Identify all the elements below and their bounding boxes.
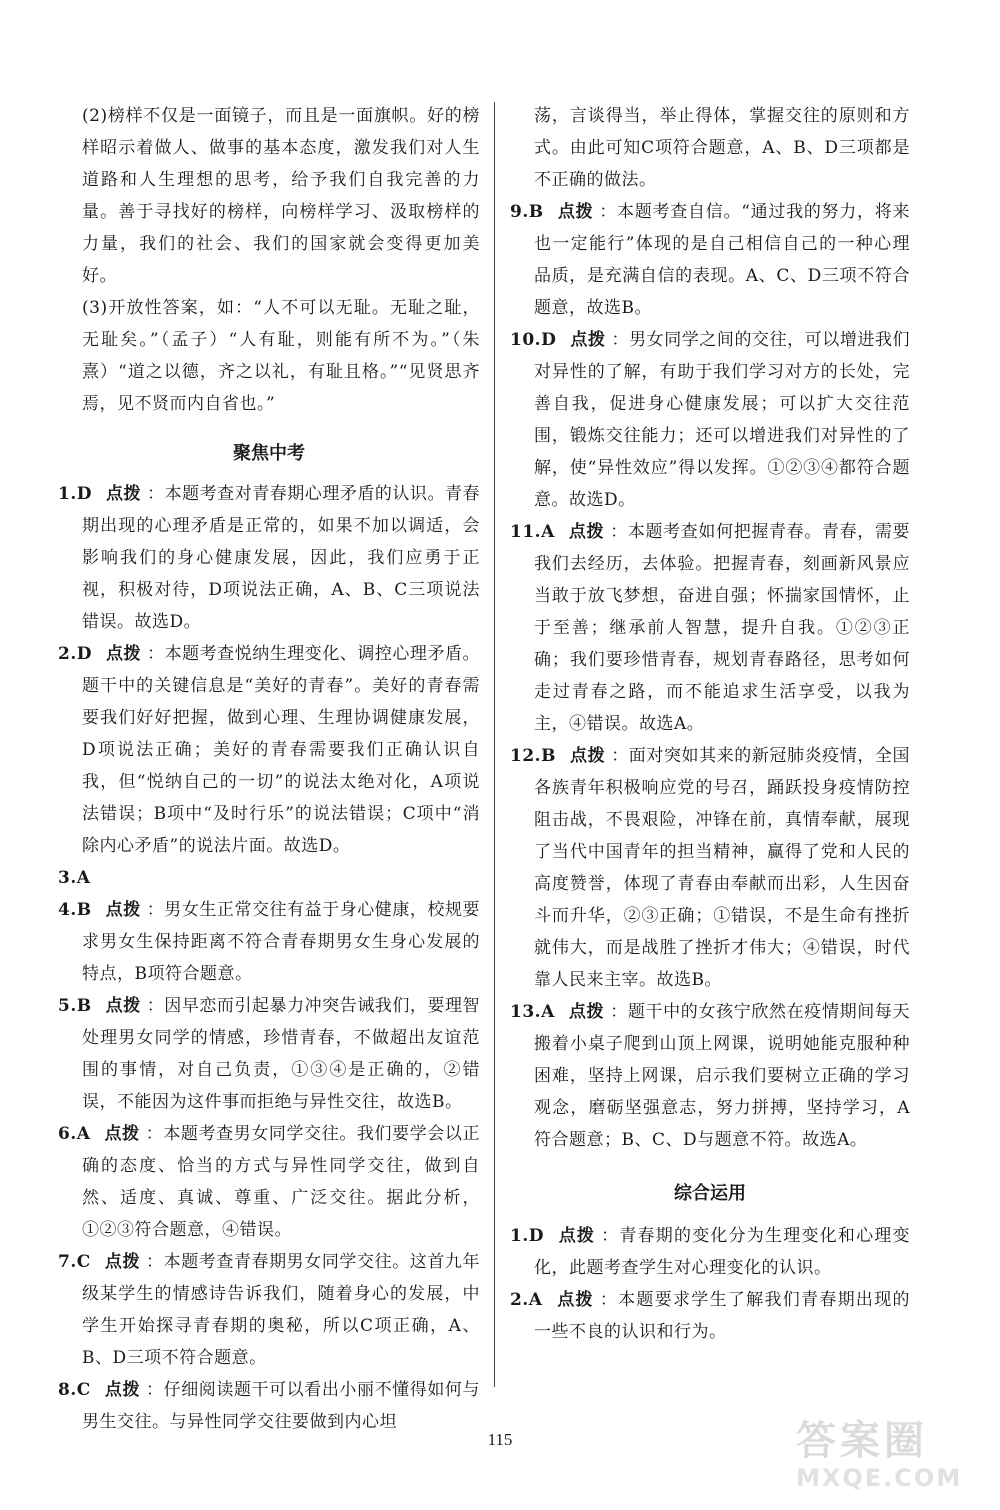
answer-item [58, 478, 480, 638]
answer-number: 2.D [58, 644, 92, 664]
answer-item [510, 196, 910, 324]
answer-item [58, 638, 480, 862]
answer-item [510, 740, 910, 996]
answer-text: ：面对突如其来的新冠肺炎疫情，全国各族青年积极响应党的号召，踊跃投身疫情防控阻击战，不畏艰险，冲锋在前，真情奉献，展现了当代中国青年的担当精神，赢得了党和人民的高度赞誉，体现了青春由奉献而出彩，人生因奋斗而升华，②③正确；①错误，不是生命有挫折就伟大，而是战胜了挫折才伟大；④错误，时代靠人民来主宰。故选B。 [534, 746, 911, 990]
answer-item [58, 990, 480, 1118]
answer-text: ：本题要求学生了解我们青春期出现的一些不良的认识和行为。 [534, 1290, 911, 1342]
answer-number: 3.A [58, 868, 91, 888]
intro-paragraph: (2)榜样不仅是一面镜子，而且是一面旗帜。好的榜样昭示着做人、做事的基本态度，激发我们对人生道路和人生理想的思考，给予我们自我完善的力量。善于寻找好的榜样，向榜样学习、汲取榜样的力量，我们的社会、我们的国家就会变得更加美好。 [82, 106, 480, 286]
hint-keyword: 点拨 [106, 484, 142, 504]
hint-keyword: 点拨 [104, 1252, 141, 1272]
answer-text: ：本题考查男女同学交往。我们要学会以正确的态度、恰当的方式与异性同学交往，做到自然、适度、真诚、尊重、广泛交往。据此分析，①②③符合题意，④错误。 [82, 1124, 481, 1240]
answer-item [58, 862, 480, 894]
answer-text: ：因早恋而引起暴力冲突告诫我们，要理智处理男女同学的情感，珍惜青春，不做超出友谊范围的事情，对自己负责，①③④是正确的，②错误，不能因为这件事而拒绝与异性交往，故选B。 [82, 996, 480, 1112]
section-title-comprehensive: 综合运用 [674, 1183, 746, 1204]
hint-keyword: 点拨 [568, 1002, 605, 1022]
answer-number: 1.D [58, 484, 92, 504]
hint-keyword: 点拨 [106, 644, 142, 664]
answer-number: 13.A [510, 1002, 555, 1022]
hint-keyword: 点拨 [104, 1380, 141, 1400]
hint-keyword: 点拨 [556, 1290, 594, 1310]
intro-paragraph: (3)开放性答案，如：“人不可以无耻。无耻之耻，无耻矣。”（孟子）“人有耻，则能有所不为。”（朱熹）“道之以德，齐之以礼，有耻且格。”“见贤思齐焉，见不贤而内自省也。” [82, 298, 480, 414]
answer-item [510, 1220, 910, 1284]
answer-number: 9.B [510, 202, 544, 222]
continued-answer-text: 荡，言谈得当，举止得体，掌握交往的原则和方式。由此可知C项符合题意，A、B、D三项都是不正确的做法。 [534, 106, 910, 190]
answer-number: 1.D [510, 1226, 544, 1246]
column-divider [494, 102, 495, 1387]
answer-number: 8.C [58, 1380, 91, 1400]
answer-text: ：男女生正常交往有益于身心健康，校规要求男女生保持距离不符合青春期男女生身心发展的特点，B项符合题意。 [82, 900, 480, 984]
left-column [58, 100, 480, 1438]
hint-keyword: 点拨 [104, 1124, 140, 1144]
answer-text: ：仔细阅读题干可以看出小丽不懂得如何与男生交往。与异性同学交往要做到内心坦 [82, 1380, 481, 1432]
answer-item [58, 1246, 480, 1374]
answer-item [58, 1374, 480, 1438]
answer-item [58, 1118, 480, 1246]
answer-number: 6.A [58, 1124, 91, 1144]
watermark-logo [796, 1418, 986, 1498]
answer-item [510, 516, 910, 740]
answer-number: 10.D [510, 330, 557, 350]
answer-text: ：本题考查青春期男女同学交往。这首九年级某学生的情感诗告诉我们，随着身心的发展，中学生开始探寻青春期的奥秘，所以C项正确，A、B、D三项不符合题意。 [82, 1252, 481, 1368]
section-title-focus-exam: 聚焦中考 [233, 443, 305, 464]
hint-keyword: 点拨 [568, 522, 605, 542]
page-number: 115 [487, 1430, 513, 1449]
answer-text: ：男女同学之间的交往，可以增进我们对异性的了解，有助于我们学习对方的长处，完善自我，促进身心健康发展；可以扩大交往范围，锻炼交往能力；还可以增进我们对异性的了解，使“异性效应”得以发挥。①②③④都符合题意。故选D。 [534, 330, 911, 510]
answer-item [510, 324, 910, 516]
answer-text: ：本题考查自信。“通过我的努力，将来也一定能行”体现的是自己相信自己的一种心理品质，是充满自信的表现。A、C、D三项不符合题意，故选B。 [534, 202, 910, 318]
right-column [510, 100, 910, 1348]
answer-text: ：本题考查对青春期心理矛盾的认识。青春期出现的心理矛盾是正常的，如果不加以调适，会影响我们的身心健康发展，因此，我们应勇于正视，积极对待，D项说法正确，A、B、C三项说法错误。故选D。 [82, 484, 481, 632]
answer-number: 11.A [510, 522, 555, 542]
hint-keyword: 点拨 [570, 330, 606, 350]
answer-text: ：本题考查悦纳生理变化、调控心理矛盾。题干中的关键信息是“美好的青春”。美好的青春需要我们好好把握，做到心理、生理协调健康发展，D项说法正确；美好的青春需要我们正确认识自我，但“悦纳自己的一切”的说法太绝对化，A项说法错误；B项中“及时行乐”的说法错误；C项中“消除内心矛盾”的说法片面。故选D。 [82, 644, 481, 856]
answer-text: ：本题考查如何把握青春。青春，需要我们去经历，去体验。把握青春，刻画新风景应当敢于放飞梦想，奋进自强；怀揣家国情怀，止于至善；继承前人智慧，提升自我。①②③正确；我们要珍惜青春，规划青春路径，思考如何走过青春之路，而不能追求生活享受，以我为主，④错误。故选A。 [534, 522, 911, 734]
answer-number: 12.B [510, 746, 556, 766]
hint-keyword: 点拨 [105, 996, 141, 1016]
hint-keyword: 点拨 [558, 1226, 596, 1246]
answer-number: 5.B [58, 996, 92, 1016]
watermark-url: MXQE.COM [796, 1464, 963, 1492]
hint-keyword: 点拨 [569, 746, 606, 766]
answer-number: 2.A [510, 1290, 543, 1310]
answer-text: ：题干中的女孩宁欣然在疫情期间每天搬着小桌子爬到山顶上网课，说明她能克服种种困难，坚持上网课，启示我们要树立正确的学习观念，磨砺坚强意志，努力拼搏，坚持学习，A符合题意；B、C、D与题意不符。故选A。 [534, 1002, 911, 1150]
answer-item [510, 996, 910, 1156]
answer-number: 4.B [58, 900, 92, 920]
answer-number: 7.C [58, 1252, 91, 1272]
hint-keyword: 点拨 [557, 202, 594, 222]
watermark-text: 答案圈 [796, 1418, 928, 1464]
hint-keyword: 点拨 [105, 900, 141, 920]
answer-item [58, 894, 480, 990]
answer-item [510, 1284, 910, 1348]
answer-text: ：青春期的变化分为生理变化和心理变化，此题考查学生对心理变化的认识。 [534, 1226, 911, 1278]
